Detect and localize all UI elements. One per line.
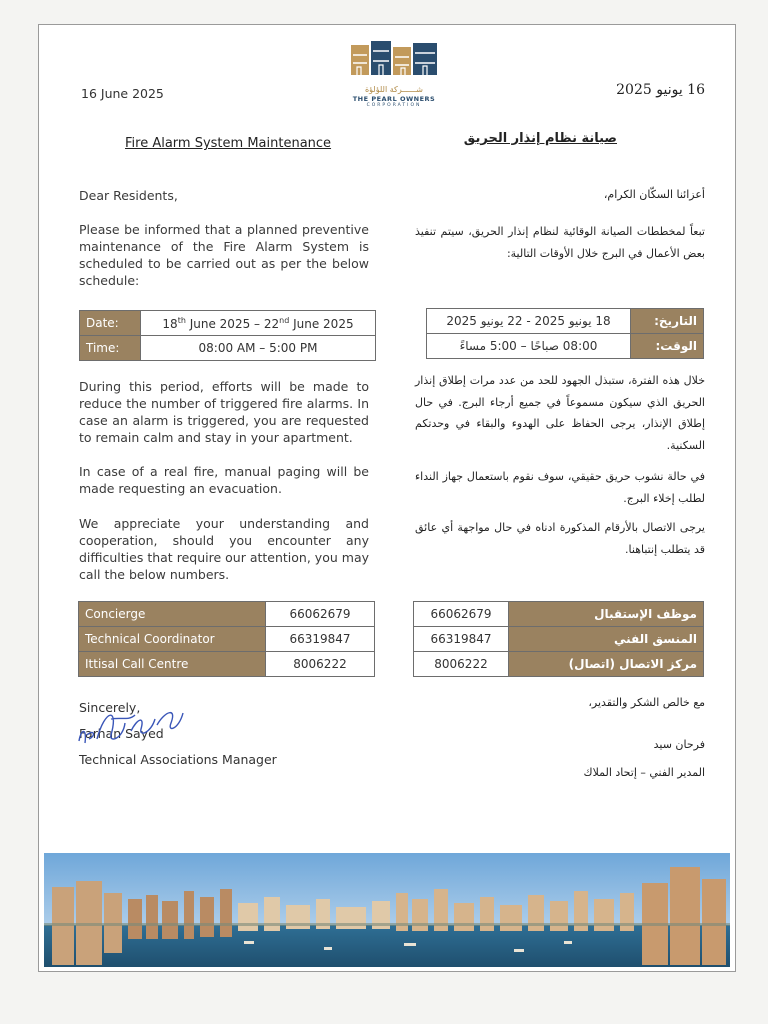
contact-row: [79, 602, 375, 627]
greeting-english: Dear Residents,: [79, 188, 178, 203]
para1-arabic: خلال هذه الفترة، ستبذل الجهود للحد من عدد مرات إطلاق إنذار الحريق الذي سيكون مسموعاً في جميع أرجاء البرج. في حال إطلاق الإنذار، يرجى الحفاظ على الهدوء والبقاء في وحدتكم السكنية.: [415, 374, 705, 452]
pearl-logo: [349, 41, 439, 108]
closing-english: Sincerely,: [79, 700, 141, 715]
handwritten-signature-icon: [75, 689, 187, 751]
intro-english: Please be informed that a planned preventive maintenance of the Fire Alarm System is scheduled to be carried out as per the below schedule:: [79, 222, 369, 288]
date-arabic: 16 يونيو 2025: [616, 82, 705, 98]
schedule-time-label: Time:: [80, 336, 141, 361]
intro-arabic: تبعاً لمخططات الصيانة الوقائية لنظام إنذار الحريق، سيتم تنفيذ بعض الأعمال في البرج خلال الأوقات التالية:: [415, 225, 705, 260]
signer-name-english: Farhan Sayed: [79, 726, 164, 741]
pearl-skyline-image: [44, 853, 730, 967]
contact-number-ar: 66319847: [414, 627, 509, 652]
para1-english: During this period, efforts will be made to reduce the number of triggered fire alarms. In case an alarm is triggered, you are requested to remain calm and stay in your apartment.: [79, 379, 369, 445]
contact-number-ar: 66062679: [414, 602, 509, 627]
contact-number: 8006222: [266, 652, 375, 677]
contacts-table-english: [78, 601, 375, 677]
contact-label-ar: المنسق الفني: [509, 627, 704, 652]
contact-number-ar: 8006222: [414, 652, 509, 677]
letter-page: [38, 24, 736, 972]
schedule-date-label-ar: التاريخ:: [631, 309, 704, 334]
greeting-arabic: أعزائنا السكّان الكرام،: [603, 188, 705, 201]
signer-role-arabic: المدير الفني – إتحاد الملاك: [583, 766, 705, 779]
contact-label: Ittisal Call Centre: [79, 652, 266, 677]
schedule-date-label: Date:: [80, 311, 141, 336]
schedule-row-time-ar: [427, 334, 704, 359]
schedule-table-arabic: [426, 308, 704, 359]
signer-role-english: Technical Associations Manager: [79, 752, 277, 767]
schedule-time-value-ar: 08:00 صباحًا – 5:00 مساءً: [427, 334, 631, 359]
schedule-row-date-ar: [427, 309, 704, 334]
contact-label-ar: موظف الإستقبال: [509, 602, 704, 627]
schedule-time-label-ar: الوقت:: [631, 334, 704, 359]
para2-english: In case of a real fire, manual paging will be made requesting an evacuation.: [79, 464, 369, 496]
contact-label: Technical Coordinator: [79, 627, 266, 652]
contact-row-ar: [414, 652, 704, 677]
date-english: 16 June 2025: [81, 86, 164, 101]
logo-arabic-name: شــــــركة اللؤلؤة: [364, 85, 424, 94]
signature-block-arabic: [584, 689, 705, 787]
contact-row-ar: [414, 602, 704, 627]
closing-arabic: مع خالص الشكر والتقدير،: [588, 696, 705, 709]
contact-row: [79, 627, 375, 652]
contacts-table-arabic: [413, 601, 704, 677]
schedule-table-english: [79, 310, 376, 361]
contact-number: 66062679: [266, 602, 375, 627]
logo-english-name: THE PEARL OWNERS: [352, 95, 436, 103]
logo-mark-icon: [349, 41, 439, 83]
contact-row: [79, 652, 375, 677]
contact-row-ar: [414, 627, 704, 652]
schedule-time-value: 08:00 AM – 5:00 PM: [141, 336, 376, 361]
signer-name-arabic: فرحان سيد: [653, 738, 705, 751]
title-arabic: صيانة نظام إنذار الحريق: [463, 131, 617, 146]
schedule-row-time: [80, 336, 376, 361]
title-english: Fire Alarm System Maintenance: [125, 136, 332, 151]
schedule-date-value: 18th June 2025 – 22nd June 2025: [141, 311, 376, 336]
contact-number: 66319847: [266, 627, 375, 652]
schedule-row-date: [80, 311, 376, 336]
logo-english-subname: CORPORATION: [366, 103, 422, 108]
para3-arabic: يرجى الاتصال بالأرقام المذكورة ادناه في حال مواجهة أي عائق قد يتطلب إنتباهنا.: [415, 521, 705, 556]
contact-label-ar: مركز الاتصال (اتصال): [509, 652, 704, 677]
contact-label: Concierge: [79, 602, 266, 627]
para2-arabic: في حالة نشوب حريق حقيقي، سوف نقوم باستعمال جهاز النداء لطلب إخلاء البرج.: [415, 470, 705, 505]
schedule-date-value-ar: 18 يونيو 2025 - 22 يونيو 2025: [427, 309, 631, 334]
para3-english: We appreciate your understanding and cooperation, should you encounter any difficulties that require our attention, you may call the below numbers.: [79, 516, 369, 582]
skyline-banner: [44, 853, 730, 967]
